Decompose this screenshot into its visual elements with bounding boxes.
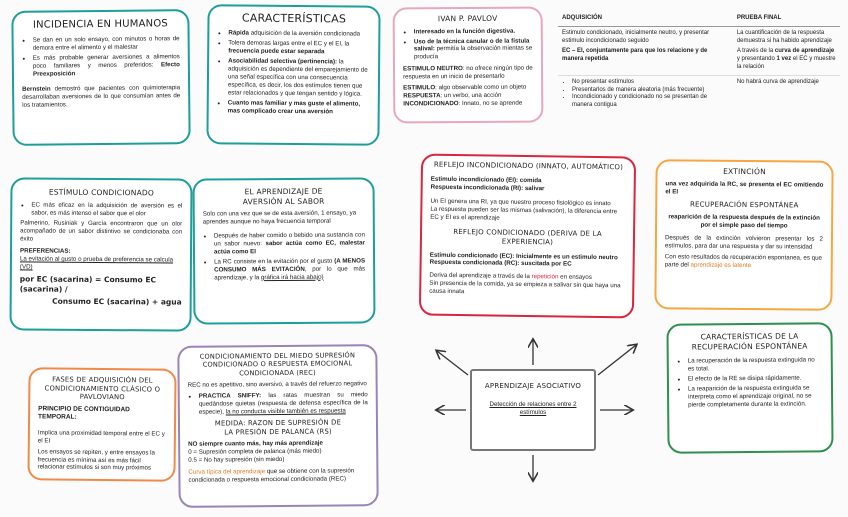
estimulo-bullet-1: • EC más eficaz en la adquisición de aversión es el sabor, es más intenso el sabor que el olor [31, 201, 182, 218]
supresion-sniffy: • PRACTICA SNIFFY: las ratas muestran su miedo quedándose quietas (respuesta de defensa específica de la especie), la no conducta visible también es respuesta [199, 391, 368, 416]
card-supresion [177, 344, 378, 508]
card-fases [27, 367, 176, 482]
reflejo-rc: Respuesta condicionada (RC): suscitada por EC [429, 259, 572, 269]
reflejo-ei: Estimulo incondicionado (EI): comida [430, 175, 542, 185]
arrow-up-right [598, 345, 636, 375]
reflejo-cond-title: REFLEJO CONDICIONADO (DERIVA DE LA EXPERIENCIA) [453, 227, 602, 246]
fases-p2: Los ensayos se repiten, y entre ensayos la frecuencia es mínima así es más fácil relacionar estímulos si son muy próximos [37, 447, 156, 472]
adquisicion-table [558, 12, 840, 113]
card-pavlov [393, 6, 544, 123]
estimulo-palmerino: Palmerino, Rusiniak y García encontraron que un olor acompañado de un sabor distintivo se condicionaba con éxito [20, 219, 183, 243]
aversion-title-1: EL APRENDIZAJE DE [244, 186, 323, 197]
recuperacion-def: reaparición de la respuesta después de la extinción por el simple paso del tiempo [668, 213, 821, 230]
preferencias-text: La evitación al gusto o prueba de preferencia se calcula (VD) [19, 255, 174, 271]
caract-recup-bullet-2: • El efecto de la RE se disipa rápidamente. [688, 374, 823, 383]
card-extincion [654, 159, 833, 311]
fases-title-1: FASES DE ADQUISICIÓN DEL [52, 375, 153, 385]
caracteristicas-title: CARACTERÍSTICAS [241, 11, 347, 26]
incidencia-title: INCIDENCIA EN HUMANOS [32, 18, 168, 31]
card-estimulo-condicionado [9, 177, 192, 331]
asociativo-title: APRENDIZAJE ASOCIATIVO [484, 382, 582, 390]
incidencia-bullet-1: • Se dan en un solo ensayo, con minutos o horas de demora entre el alimento y el malestar [33, 35, 180, 52]
supresion-title-2: CONDICIONADO O RESPUESTA EMOCIONAL [202, 359, 353, 370]
fases-title-3: PAVLOVIANO [79, 393, 125, 402]
formula-line-1: por EC (sacarina) = Consumo EC (sacarina) / [19, 274, 156, 294]
pavlov-def-1: ESTIMULO NEUTRO: no ofrece ningún tipo de respuesta en un inicio de presentarlo [403, 64, 533, 81]
supresion-medida-1: MEDIDA: RAZON DE SUPRESIÓN DE [214, 418, 342, 428]
caract-recup-bullet-1: • La recuperación de la respuesta extinguida no es total. [688, 357, 823, 374]
card-aprendizaje-asociativo [470, 369, 596, 451]
caract-recup-title-1: CARACTERÍSTICAS DE LA [700, 331, 799, 342]
aversion-title-2: AVERSIÓN AL SABOR [242, 196, 325, 206]
pavlov-bullet-2: • Uso de la técnica canular o de la fístula salival: permitía la observación mientas se producía [414, 37, 533, 62]
supresion-p1: REC no es apetitivo, sino aversivo, a través del refuerzo negativo [187, 380, 367, 390]
pavlov-title: IVAN P. PAVLOV [437, 13, 498, 24]
reflejo-ri: Respuesta incondicionada (RI): salivar [430, 183, 545, 193]
reflejo-incond-title: REFLEJO INCONDICIONADO (INNATO, AUTOMÁTICO) [433, 160, 624, 172]
fases-p1: Implica una proximidad temporal entre el EC y el EI [37, 429, 165, 445]
recuperacion-title: RECUPERACIÓN ESPONTÁNEA [689, 200, 799, 210]
card-aprendizaje-aversion [192, 177, 375, 324]
supresion-title-1: CONDICIONAMIENTO DEL MIEDO SUPRESIÓN [199, 351, 356, 361]
supresion-p2: NO siempre cuanto más, hay más aprendizaje [188, 440, 323, 449]
reflejo-p3: Deriva del aprendizaje a través de la repetición en ensayos [429, 272, 592, 282]
supresion-medida-2: LA PRESIÓN DE PALANCA (RS) [224, 427, 332, 437]
card-caract-recuperacion [666, 322, 833, 453]
pavlov-def-2: ESTIMULO: algo observable como un objeto [403, 83, 527, 92]
reflejo-p1: Un EI genera una RI, ya que nuestro proceso fisiológico es innato [430, 197, 611, 207]
supresion-p3: 0 = Supresión completa de palanca (más miedo) [188, 447, 322, 457]
table-header-adquisicion: ADQUISICIÓN [558, 12, 733, 26]
card-incidencia-humanos [11, 9, 190, 146]
supresion-title-3: CONDICIONADA (REC) [239, 368, 316, 378]
reflejo-p4: Sin presencia de la comida, ya se empieza a salivar sin que haya una causa innata [429, 279, 621, 296]
card-caracteristicas [206, 4, 380, 146]
reflejo-ec: Estimulo condicionado (EC): Inicialmente es un estimulo neutro [429, 251, 618, 261]
estimulo-title: ESTÍMULO CONDICIONADO [48, 187, 155, 198]
table-row: • No presentar estímulos • Presentarlos de manera aleatoria (más frecuente) • Incondicionado y condicionado no se presentan de manera contigua No habrá curva de aprendizaje [558, 75, 840, 113]
reflejo-p2: La respuesta pueden ser las mismas (salivación), la diferencia entre EC y EI es el aprendizaje [430, 205, 618, 222]
pavlov-def-4: INCONDICIONADO: Innato, no se aprende [403, 99, 523, 108]
asociativo-text: Detección de relaciones entre 2 estímulos [489, 400, 577, 416]
caract-item-2: • Tolera demoras largas entre el EC y el EI, la frecuencia puede estar separada [228, 39, 370, 56]
caract-item-1: • Rápida adquisición de la aversión condicionada [228, 30, 370, 39]
card-reflejo [419, 154, 636, 319]
incidencia-bullet-2: • Es más probable generar aversiones a alimentos poco familiares y menos preferidos: Efecto Preexposición [33, 53, 180, 78]
arrow-up-left [437, 351, 468, 375]
fases-principio: PRINCIPIO DE CONTIGUIDAD TEMPORAL: [38, 405, 130, 422]
caract-recup-title-2: RECUPERACIÓN ESPONTÁNEA [691, 341, 808, 352]
extincion-p4: Con esto resultados de recuperación espontanea, es que parte del aprendizaje es latente [664, 253, 823, 270]
table-row: Estimulo condicionado, inicialmente neutro, y presentar estimulo incondicionado seguido EC – EI, conjuntamente para que los relacione y de manera repetida La cuantificación de la respuesta demuestra si ha habido aprendizaje A través de la curva de aprendizaje y presentando 1 vez el EC y muestre la relación [558, 26, 840, 75]
formula-line-2: Consumo EC (sacarina) + agua [52, 296, 182, 307]
pavlov-bullet-1: • Interesado en la función digestiva. [414, 27, 533, 36]
aversion-bullet-1: • Después de haber comido o bebido una sustancia con un sabor nuevo: sabor actúa como EC, malestar actúa como EI [214, 231, 365, 256]
caract-item-3: • Asociabilidad selectiva (pertinencia): la adquisición es dependiente del emparejamiento de una señal específica con una consecuencia específica, es decir, los dos estímulos tienen que estar relacionados y que tengan sentido y lógica. [228, 57, 370, 98]
preferencias-title: PREFERENCIAS: [19, 247, 71, 256]
pavlov-def-3: RESPUESTA: un verbo, una acción [403, 91, 502, 100]
fases-title-2: CONDICIONAMIENTO CLÁSICO O [44, 384, 161, 394]
extincion-p3: Después de la extinción volvieron presentar los 2 estímulos, para dar una respuesta y dar su intensidad [664, 234, 823, 251]
aversion-bullet-2: • La RC consiste en la evitación por el gusto (A MENOS CONSUMO MÁS EVITACIÓN, por lo que más aprendizaje, y la gráfica irá hacia abajo) [214, 257, 365, 282]
caract-recup-bullet-3: • La reaparición de la respuesta extinguida se interpreta como el aprendizaje original, no se pierde completamente durante la extinción. [688, 384, 823, 409]
extincion-p1: una vez adquirida la RC, se presenta el EC omitiendo el EI [665, 179, 824, 195]
supresion-p4: 0.5 = No hay supresión (sin miedo) [188, 456, 285, 465]
extincion-title: EXTINCIÓN [723, 166, 767, 177]
incidencia-bernstein: Bernstein demostró que pacientes con quimioterapia desarrollaban aversiones de lo que consumían antes de los tratamientos. [22, 84, 181, 110]
caract-item-4: • Cuanto mas familiar y mas guste el alimento, mas complicado crear una aversión [228, 99, 370, 116]
supresion-p5: Curva típica del aprendizaje que se obtiene con la supresión condicionada o respuesta emocional condicionada (REC) [188, 467, 355, 484]
table-header-prueba-final: PRUEBA FINAL [733, 12, 840, 26]
aversion-intro: Solo con una vez que se de esta aversión, 1 ensayo, ya aprendes aunque no haya frecuencia temporal [202, 209, 357, 226]
